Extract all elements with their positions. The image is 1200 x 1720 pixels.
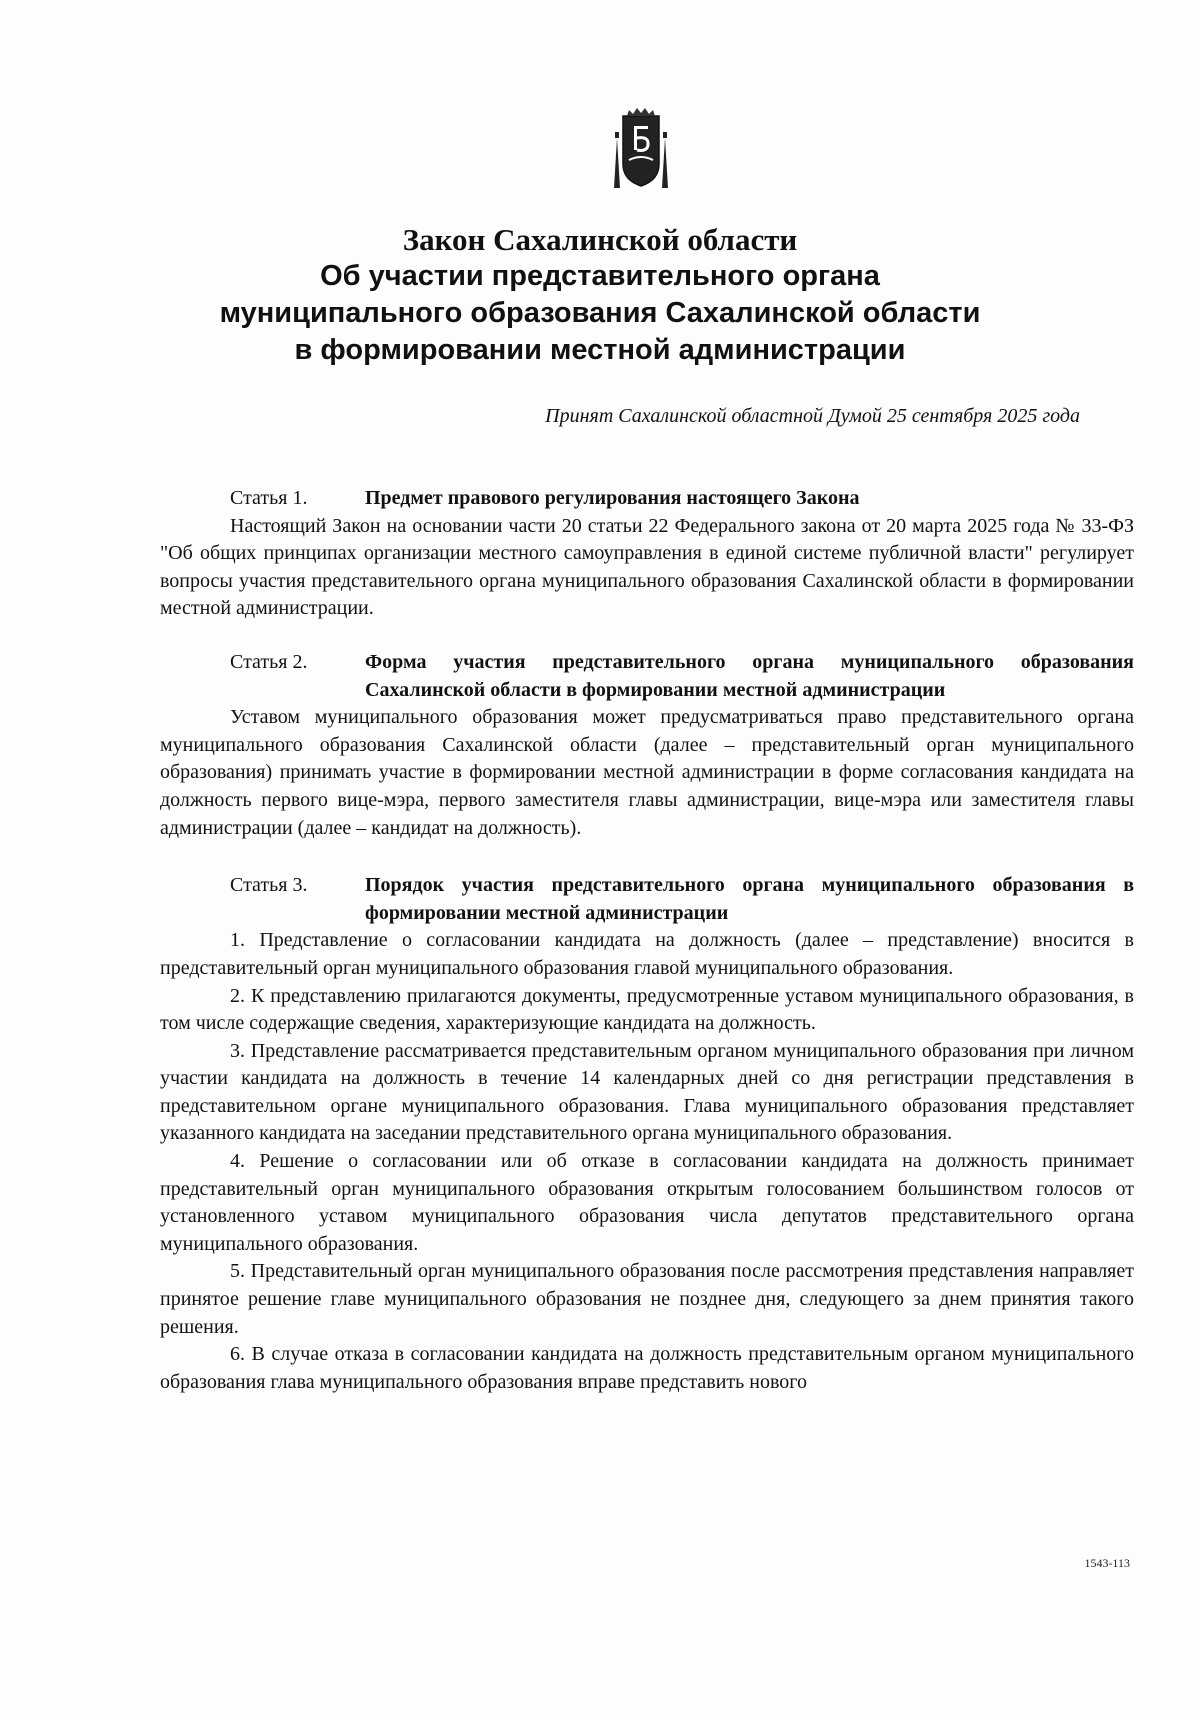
- article-2: [160, 649, 1134, 842]
- adoption-note: Принят Сахалинской областной Думой 25 сентября 2025 года: [545, 405, 1080, 427]
- article-title: Форма участия представительного органа муниципального образования Сахалинской области в формировании местной администрации: [365, 650, 1134, 701]
- article-paragraph: 2. К представлению прилагаются документы, предусмотренные уставом муниципального образования, в том числе содержащие сведения, характеризующие кандидата на должность.: [160, 984, 1134, 1035]
- article-1: [160, 485, 1134, 623]
- article-heading: [160, 872, 1134, 927]
- article-paragraph: 4. Решение о согласовании или об отказе в согласовании кандидата на должность принимает представительный орган муниципального образования открытым голосованием большинством голосов от установленного уставом муниципального образования числа депутатов представительного органа муниципального образования.: [160, 1150, 1134, 1255]
- article-heading: [160, 649, 1134, 704]
- document-title-block: [120, 222, 1080, 369]
- article-paragraph: Уставом муниципального образования может предусматриваться право представительного органа муниципального образования Сахалинской области (далее – представительный орган муниципального образования) принимать участие в формировании местной администрации в форме согласования кандидата на должность первого вице-мэра, первого заместителя главы администрации, вице-мэра или заместителя главы администрации (далее – кандидат на должность).: [160, 706, 1134, 839]
- article-paragraph: Настоящий Закон на основании части 20 статьи 22 Федерального закона от 20 марта 2025 года № 33-ФЗ "Об общих принципах организации местного самоуправления в единой системе публичной власти" регулирует вопросы участия представительного органа муниципального образования Сахалинской области в формировании местной администрации.: [160, 514, 1134, 620]
- coat-of-arms-icon: [611, 108, 671, 190]
- article-3: [160, 872, 1134, 1396]
- law-subtitle-line-3: в формировании местной администрации: [294, 334, 906, 366]
- law-subtitle-line-2: муниципального образования Сахалинской области: [219, 297, 981, 329]
- article-paragraph: 5. Представительный орган муниципального образования после рассмотрения представления направляет принятое решение главе муниципального образования не позднее дня, следующего за днем принятия такого решения.: [160, 1260, 1134, 1338]
- document-code: 1543-113: [1084, 1556, 1130, 1570]
- article-paragraph: 1. Представление о согласовании кандидата на должность (далее – представление) вносится в представительный орган муниципального образования главой муниципального образования.: [160, 929, 1134, 979]
- law-subtitle-line-1: Об участии представительного органа: [320, 260, 880, 292]
- article-paragraph: 3. Представление рассматривается представительным органом муниципального образования при личном участии кандидата на должность в течение 14 календарных дней со дня регистрации представления в представительном органе муниципального образования. Глава муниципального образования представляет указанного кандидата на заседании представительного органа муниципального образования.: [160, 1039, 1134, 1145]
- article-number: Статья 2.: [230, 650, 308, 673]
- document-body: [160, 485, 1134, 1396]
- article-title: Порядок участия представительного органа муниципального образования в формировании местной администрации: [365, 874, 1134, 924]
- article-paragraph: 6. В случае отказа в согласовании кандидата на должность представительным органом муниципального образования глава муниципального образования вправе представить нового: [160, 1343, 1134, 1393]
- law-title: Закон Сахалинской области: [402, 222, 798, 257]
- article-number: Статья 1.: [230, 487, 308, 509]
- article-number: Статья 3.: [230, 874, 308, 897]
- article-title: Предмет правового регулирования настоящего Закона: [365, 487, 860, 509]
- article-heading: [160, 485, 1134, 513]
